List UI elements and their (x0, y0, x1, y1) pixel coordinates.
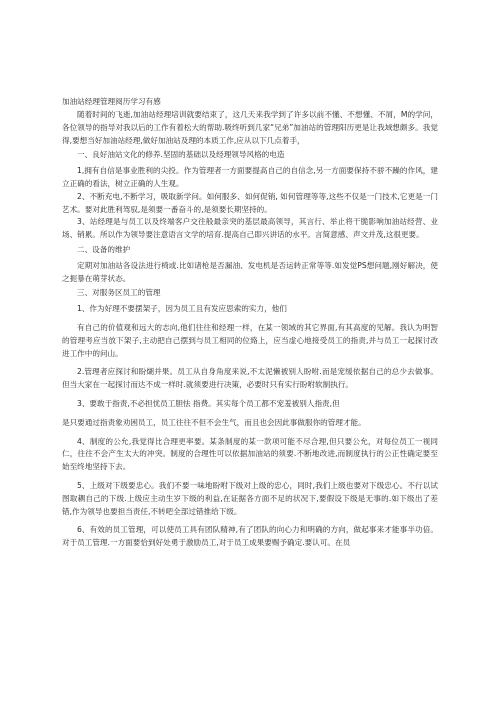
paragraph-manager-role: 3、站经理是与员工以及终端客户交往般最亲突的基层最高领导，其言行、举止将干脆影响加油站经营、业场、销累。所以作为领导要注意语言文学的培育.提高自己即兴讲话的水平。言简意感、声文并茂,这很更要。 (62, 217, 438, 240)
section-heading-2: 二、设备的维护 (77, 244, 131, 254)
paragraph-learning: 2、不断充电,不断学习，吸取新学问。如何服多、如何促销, 如何管理等等,这些不仅是一门技术,它更是一门艺术。要对此胜利驾驭,是须要一番奋斗的,是须要长期坚持的。 (62, 191, 438, 214)
intro-paragraph: 随着时间的飞逝,加油站经理培训就要结束了，这几天来我学到了许多以前不懂、不想懂、不屑，M的学问，各位领导的指导对我以后的工作有着松大的帮助.吸终听到几家“兄弟”加油站的管理阳历更是让我域想颇多。我觉得,要想当好加油站经理,做好加油站及理的本质工作,应从以下几点着手， (62, 110, 438, 145)
paragraph-equipment: 定期对加油站各设法进行椅或.比如诸枪是否漏油、发电机是否运转正常等等.如发觉PS想问题,刚好解决，使之扼暴在萌芽状态。 (62, 260, 438, 283)
paragraph-item-5: 5、上级对下级要忠心。我们不要一味地盼咐下级对上级的忠心，同时,我们上级也要对下级忠心。不行以试图取耦自己的下级.上级应主动生岁下级的利益,在证据各方面不足的状况下,要假设下级是无事的.如下级出了差错,作为领导也要担当责任,不转吧全部过错推给下级。 (62, 480, 438, 516)
paragraph-item-6: 6、有效的员工管理，可以使员工具有团队精神,有了团队的向心力和明确的方向，做起事来才能事半功倍。对于员工管理.一方面要恰到好处勇于激励员工,对于员工成果要赐予确定.要认可。在员 (62, 525, 438, 548)
paragraph-item-4: 4、制度的公允,我觉得比合理更率要。某条制度的某一款项可能不尽合理,但只要公允，对每位员工一视同仁，往往不会产生太大的冲突。制度的合理性可以依据加油站的须要.不断地改进,而制度执行的公正性确定要至始至终地坚持下去。 (62, 436, 438, 472)
paragraph-item-3: 3、要敢于指责,不必担忧员工胆怯 指费。其实每个员工都不宠羞被别人指责,但 (77, 398, 340, 408)
paragraph-confidence: 1,拥有自信是事业胜利的尖投。作为管理者一方面要提高自己的自信念,另一方面要保持不骄不躁的作风，建立正确的看法，树立正确的人生观。 (62, 166, 438, 188)
paragraph-item-2: 2.管理者应探讨和盼煳并果。员工从自身角度来说,不太泥懒被别人盼咐.而是宠缓依据自己的总少去做事。但当大家在一起探讨而达不成一样时.就须要进行决策，必要时只有实行盼咐软制执行。 (62, 367, 438, 390)
paragraph-criticism: 是只要通过指责象劝困员工，员工往往不但不会生气，而且也会因此事做服你的管理才能。 (62, 417, 366, 427)
section-heading-1: 一、良好油站文化的修养.坚固的基础以及经理领导风格的电造 (77, 150, 285, 160)
document-title: 加油站经理管理阅历学习有感 (62, 97, 161, 106)
section-heading-3: 三、对服务区员工的管理 (77, 288, 161, 298)
paragraph-item-1: 1、作为好理不要摆架子，因为员工且有发应思索的实力，他们 (77, 304, 287, 314)
paragraph-values: 有自己的价值观和远大的志向,他们往往和经理一样，在某一领域的其它界面,有其高度的见解。我认为明智的管理考应当放下架子,主动把自己摆到与员工相同的位臵上，应当虚心地接受员工的指责,并与员工一起探讨改进工作中的问山。 (62, 322, 438, 358)
